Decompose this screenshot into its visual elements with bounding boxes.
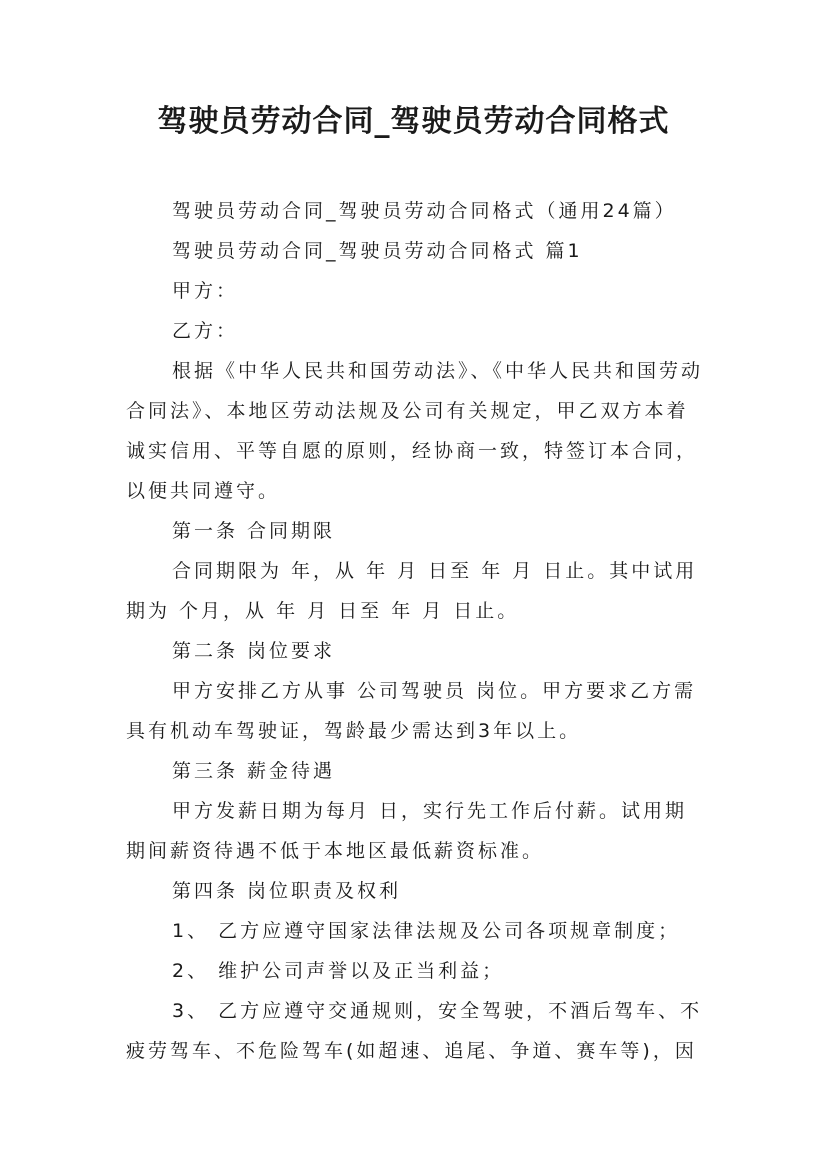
article-1-heading: 第一条 合同期限 [172,520,336,542]
article-3-heading: 第三条 薪金待遇 [172,760,336,782]
article-4-heading: 第四条 岗位职责及权利 [172,880,402,902]
document-title: 驾驶员劳动合同_驾驶员劳动合同格式 [157,104,670,139]
article-4-item-3: 3、 乙方应遵守交通规则，安全驾驶，不酒后驾车、不疲劳驾车、不危险驾车(如超速、追尾、争道、赛车等)，因 [126,1000,703,1062]
article-2-heading: 第二条 岗位要求 [172,640,336,662]
document-body [126,191,704,1071]
article-4-item-1: 1、 乙方应遵守国家法律法规及公司各项规章制度； [172,920,681,942]
article-1-body: 合同期限为 年，从 年 月 日至 年 月 日止。其中试用期为 个月，从 年 月 日至 年 月 日止。 [126,560,698,622]
article-4-item-2: 2、 维护公司声誉以及正当利益； [172,960,505,982]
paragraph-party-b: 乙方： [172,320,239,342]
article-2-body: 甲方安排乙方从事 公司驾驶员 岗位。甲方要求乙方需具有机动车驾驶证，驾龄最少需达到3年以上。 [126,680,697,742]
paragraph-section-heading: 驾驶员劳动合同_驾驶员劳动合同格式 篇1 [172,240,583,262]
paragraph-party-a: 甲方： [172,280,239,302]
paragraph-preamble: 根据《中华人民共和国劳动法》、《中华人民共和国劳动合同法》、本地区劳动法规及公司有关规定，甲乙双方本着诚实信用、平等自愿的原则，经协商一致，特签订本合同，以便共同遵守。 [126,360,704,502]
paragraph-subtitle: 驾驶员劳动合同_驾驶员劳动合同格式（通用24篇） [172,200,677,222]
article-3-body: 甲方发薪日期为每月 日，实行先工作后付薪。试用期期间薪资待遇不低于本地区最低薪资标准。 [126,800,688,862]
